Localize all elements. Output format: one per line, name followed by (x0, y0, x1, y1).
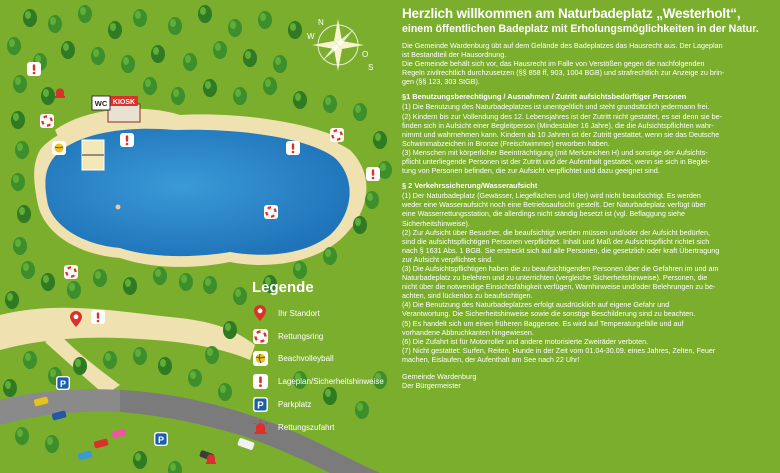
beachvolleyball-icon (252, 351, 268, 367)
tree (15, 141, 29, 159)
tree (23, 9, 37, 27)
section2-heading: § 2 Verkehrssicherung/Wasseraufsicht (402, 181, 538, 191)
section1-line: finden sich in Aufsicht einer Begleitperson (Mindestalter 16 Jahre), die die Aufsichtspflichten wahr- (402, 120, 714, 130)
parking-letter: P (59, 378, 67, 389)
exclamation-icon (252, 374, 268, 390)
section2-line: (3) Die Aufsichtspflichtigen haben die zu beaufsichtigenden Personen über die Gefahren im und am (402, 263, 719, 273)
section2-text (402, 191, 774, 364)
page-subtitle: einem öffentlichen Badeplatz mit Erholungsmöglichkeiten in der Natur. (402, 23, 759, 35)
tree (103, 351, 117, 369)
tree (13, 75, 27, 93)
tree (213, 41, 227, 59)
tree (11, 111, 25, 129)
section1-line: tung von Personen befinden, die zur Aufsicht verpflichtet und dazu geeignet sind. (402, 166, 660, 176)
tree (23, 351, 37, 369)
section2-line: (5) Es handelt sich um einen früheren Baggersee. Es wird auf Temperaturgefälle und auf (402, 318, 684, 328)
parking-marker (154, 432, 168, 446)
tree (353, 103, 367, 121)
tree (121, 55, 135, 73)
legend-label-standort: Ihr Standort (278, 308, 320, 318)
lageplan-marker (366, 167, 380, 181)
section2-line: (1) Der Naturbadeplatz (Gewässer, Liegeflächen und Ufer) wird nicht beaufsichtigt. Es werden (402, 191, 701, 201)
lageplan-marker (120, 133, 134, 147)
rettungsring-marker (264, 205, 278, 219)
legend-item-standort (252, 302, 384, 325)
tree (158, 357, 172, 375)
tree (67, 281, 81, 299)
beachvolleyball-court (82, 140, 104, 170)
legend-item-beachvolleyball (252, 348, 384, 371)
legend-label-parkplatz: Parkplatz (278, 400, 312, 410)
tree (143, 77, 157, 95)
tree (205, 346, 219, 364)
section2-line: weder eine Wasseraufsicht noch eine Betriebsaufsicht gestellt. Der Naturbadeplatz verfügt über (402, 200, 706, 210)
tree (133, 451, 147, 469)
tree (198, 5, 212, 23)
kiosk-building (108, 96, 140, 122)
section1-line: (2) Kindern bis zur Vollendung des 12. Lebensjahres ist der Zutritt nicht gestattet, es sei denn sie be- (402, 111, 723, 121)
section1-line: (1) Die Benutzung des Naturbadeplatzes ist unentgeltlich und steht grundsätzlich jedermann frei. (402, 102, 710, 112)
tree (17, 205, 31, 223)
rettungsring-marker (64, 265, 78, 279)
parking-icon (252, 397, 268, 413)
tree (365, 191, 379, 209)
tree (3, 379, 17, 397)
rettungsring-marker (330, 128, 344, 142)
section1-heading: §1 Benutzungsberechtigung / Ausnahmen / Zutritt aufsichtsbedürftiger Personen (402, 92, 687, 102)
tree (258, 11, 272, 29)
tree (228, 19, 242, 37)
wc-building (92, 96, 110, 110)
tree (323, 95, 337, 113)
page-title: Herzlich willkommen am Naturbadeplatz „Westerholt“, (402, 6, 741, 21)
rettungsring-marker (40, 114, 54, 128)
tree (123, 277, 137, 295)
section1-line: pflicht unterliegende Personen ist der Zutritt und der Aufenthalt gestattet, wenn sie sich in Beglei- (402, 157, 711, 167)
tree (61, 41, 75, 59)
intro-line: Regeln zivilrechtlich durchzusetzen (§§ 858 ff, 903, 1004 BGB) und strafrechtlich zur Anzeige zu brin- (402, 68, 725, 78)
tree (48, 15, 62, 33)
tree (93, 269, 107, 287)
tree (353, 216, 367, 234)
tree (233, 87, 247, 105)
section2-line: nicht über die notwendige Einsichtsfähigkeit verfügen, Warnhinweise und/oder Belehrungen zu be- (402, 282, 716, 292)
legend-item-lageplan (252, 370, 384, 393)
kiosk-label: KIOSK (112, 99, 136, 106)
tree (151, 45, 165, 63)
legend-item-rettungszufahrt (252, 416, 384, 439)
tree (133, 347, 147, 365)
compass-o: O (362, 50, 369, 59)
tree (293, 91, 307, 109)
tree (263, 77, 277, 95)
tree (91, 47, 105, 65)
beachvolleyball-marker (52, 141, 66, 155)
lageplan-marker (27, 62, 41, 76)
tree (108, 21, 122, 39)
legend-parking-letter: P (256, 400, 264, 412)
location-pin-icon (252, 305, 268, 321)
tree (378, 161, 392, 179)
tree (203, 79, 217, 97)
section2-line: (7) Nicht gestattet: Surfen, Reiten, Hunde in der Zeit vom 01.04-30.09. eines Jahres, Zelten, Feuer (402, 345, 716, 355)
tree (243, 49, 257, 67)
section2-line: machen, Eislaufen, der Aufenthalt am See nach 22 Uhr! (402, 354, 580, 364)
tree (41, 273, 55, 291)
section2-line: eine Wasserrettungsstation, die allerdings nicht ständig besetzt ist (vgl. Beflaggung siehe (402, 209, 686, 219)
emergency-light-icon (252, 419, 268, 435)
section2-line: (6) Die Zufahrt ist für Motorroller und andere motorisierte Zweiräder verboten. (402, 336, 649, 346)
tree (21, 261, 35, 279)
signature-mayor: Der Bürgermeister (402, 381, 461, 391)
tree (188, 369, 202, 387)
section2-line: sind die aufsichtspflichtigen Personen verpflichtet. Inhalt und Maß der Aufsichtspflicht richtet sich (402, 236, 710, 246)
section2-line: nach § 1631 Abs. 1 BGB. Sie erstreckt sich auf alle Personen, die gesetzlich oder kraft Übertragung (402, 245, 720, 255)
tree (288, 21, 302, 39)
section2-line: Sicherheitshinweise). (402, 218, 470, 228)
tree (73, 357, 87, 375)
legend (252, 279, 384, 439)
tree (11, 173, 25, 191)
compass-s: S (368, 63, 374, 72)
tree (273, 55, 287, 73)
parking-letter: P (157, 434, 165, 445)
tree (203, 276, 217, 294)
intro-line: ist Bestandteil der Hausordnung. (402, 50, 507, 60)
tree (7, 37, 21, 55)
rules-panel (402, 6, 774, 390)
intro-text (402, 41, 774, 86)
section2-line: vorhandene Abbruchkanten hingewiesen. (402, 327, 534, 337)
tree (218, 383, 232, 401)
intro-line: gen (§§ 123, 303 StGB). (402, 77, 480, 87)
tree (223, 321, 237, 339)
parking-marker (56, 376, 70, 390)
tree (78, 5, 92, 23)
lifebuoy-icon (252, 328, 268, 344)
section2-line: (4) Die Benutzung des Naturbadeplatzes erfolgt ausdrücklich auf eigene Gefahr und (402, 300, 670, 310)
tree (373, 131, 387, 149)
tree (45, 435, 59, 453)
compass-w: W (307, 32, 315, 41)
tree (233, 287, 247, 305)
swimmer (116, 205, 121, 210)
legend-label-lageplan: Lageplan/Sicherheitshinweise (278, 377, 384, 387)
legend-item-parkplatz (252, 393, 384, 416)
legend-title: Legende (252, 279, 314, 296)
wc-label: WC (94, 99, 108, 108)
tree (323, 247, 337, 265)
tree (293, 261, 307, 279)
tree (133, 9, 147, 27)
section2-line: (2) Zur Aufsicht über Besucher, die beaufsichtigt werden müssen und/oder der Aufsicht bedürfen, (402, 227, 711, 237)
tree (15, 427, 29, 445)
tree (171, 87, 185, 105)
signature-municipality: Gemeinde Wardenburg (402, 372, 477, 381)
tree (41, 87, 55, 105)
section1-text (402, 102, 774, 175)
tree (168, 17, 182, 35)
section2-line: Verantwortung. Die Sicherheitshinweise sowie die sonstige Beschilderung sind zu beachten. (402, 309, 696, 319)
intro-line: Die Gemeinde behält sich vor, das Hausrecht im Falle von Verstößen gegen die nachfolgenden (402, 59, 705, 69)
lageplan-marker (91, 310, 105, 324)
section1-line: (3) Menschen mit körperlicher Beeinträchtigung (mit Merkzeichen H) und sonstige der Aufsichts- (402, 147, 708, 157)
intro-line: Die Gemeinde Wardenburg übt auf dem Gelände des Badeplatzes das Hausrecht aus. Der Lageplan (402, 41, 723, 50)
tree (179, 273, 193, 291)
section2-line: achten, sind lückenlos zu beaufsichtigen. (402, 291, 533, 301)
tree (13, 237, 27, 255)
legend-label-rettungsring: Rettungsring (278, 331, 324, 341)
lageplan-marker (286, 141, 300, 155)
legend-label-rettungszufahrt: Rettungszufahrt (278, 422, 335, 432)
section1-line: Schwimmabzeichen in Bronze (Freischwimmer) erworben haben. (402, 138, 610, 148)
legend-item-rettungsring (252, 325, 384, 348)
section2-line: Naturbadeplatz zu belehren und zu unterrichten (vergleiche Sicherheitshinweise). Personen, die (402, 273, 708, 283)
tree (183, 53, 197, 71)
legend-label-beachvolleyball: Beachvolleyball (278, 354, 334, 364)
section1-line: nimmt und wahrnehmen kann. Kindern ab 10 Jahren ist der Zutritt gestattet, wenn sie das Deutsche (402, 129, 720, 139)
tree (153, 267, 167, 285)
tree (5, 291, 19, 309)
compass-n: N (318, 18, 324, 27)
section2-line: zur Aufsicht verpflichtet sind. (402, 254, 494, 264)
